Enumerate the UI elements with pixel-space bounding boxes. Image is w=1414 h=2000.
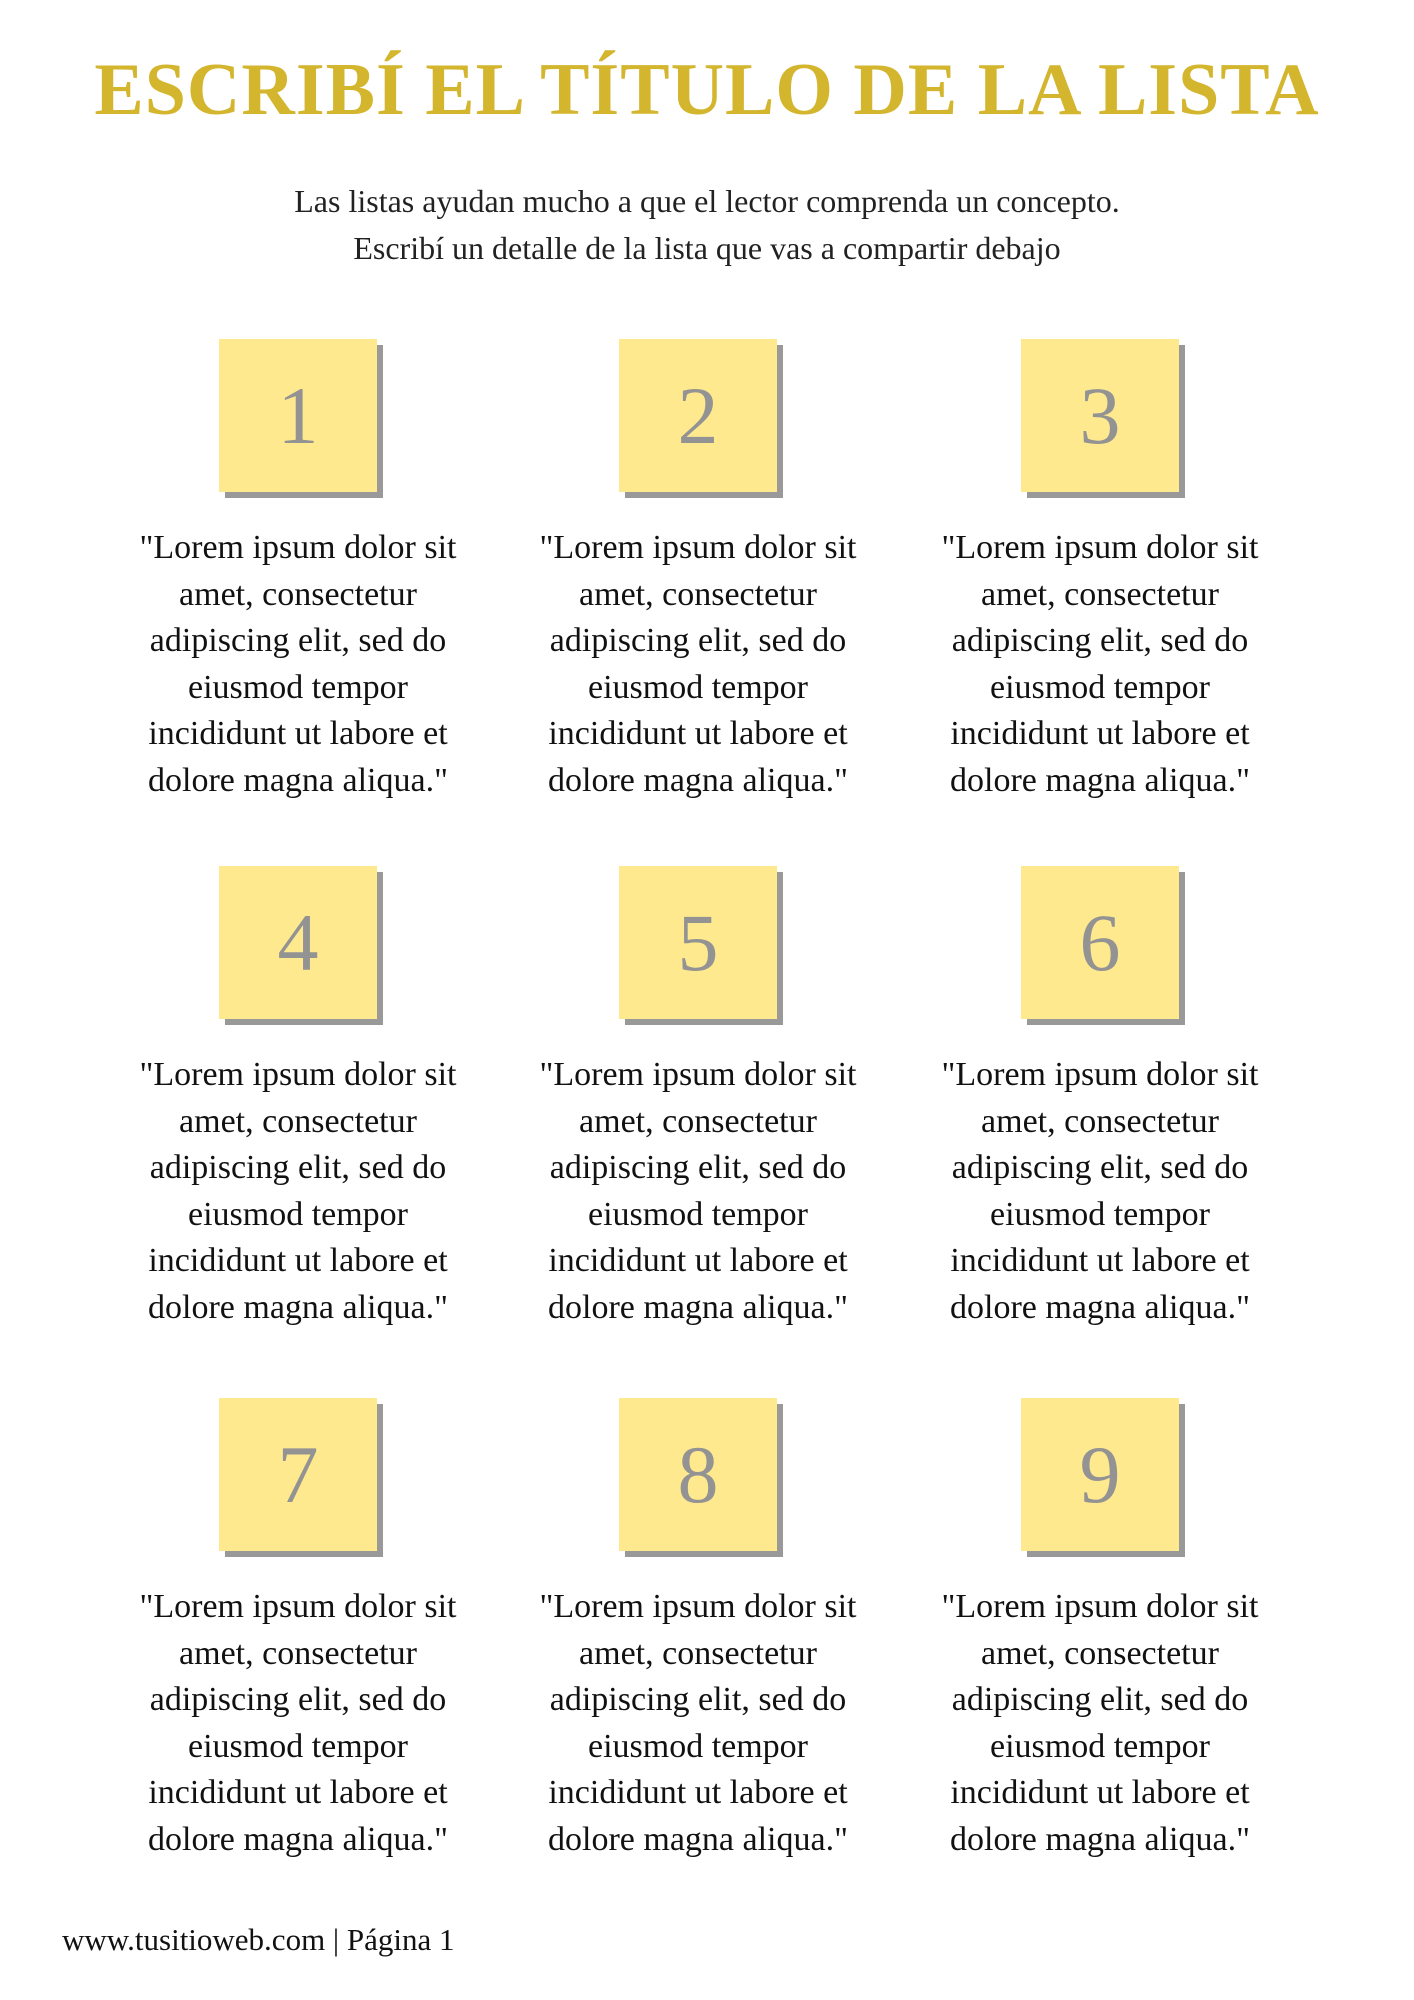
description-line: adipiscing elit, sed do: [549, 1149, 847, 1186]
description-line: "Lorem ipsum dolor sit: [941, 529, 1259, 566]
description-line: eiusmod tempor: [587, 1727, 809, 1765]
description-line: dolore magna aliqua.": [950, 761, 1250, 799]
description-line: "Lorem ipsum dolor sit: [139, 1056, 457, 1093]
description-line: dolore magna aliqua.": [148, 1820, 448, 1858]
description-line: adipiscing elit, sed do: [951, 1149, 1249, 1186]
description-line: incididunt ut labore et: [950, 1774, 1250, 1811]
description-line: "Lorem ipsum dolor sit: [539, 1588, 857, 1625]
footer-text: www.tusitioweb.com | Página 1: [62, 1922, 455, 1957]
item-description: [498, 525, 898, 804]
item-description: [98, 525, 498, 804]
description-line: dolore magna aliqua.": [148, 1288, 448, 1326]
number-box: [619, 339, 777, 492]
item-number: 7: [219, 1398, 377, 1551]
description-line: "Lorem ipsum dolor sit: [941, 1056, 1259, 1093]
description-line: incididunt ut labore et: [548, 715, 848, 752]
description-line: dolore magna aliqua.": [950, 1288, 1250, 1326]
description-line: eiusmod tempor: [187, 1195, 409, 1233]
description-line: incididunt ut labore et: [148, 1242, 448, 1279]
number-box: [1021, 1398, 1179, 1551]
description-line: adipiscing elit, sed do: [951, 622, 1249, 659]
number-box: [619, 1398, 777, 1551]
description-line: "Lorem ipsum dolor sit: [539, 529, 857, 566]
item-description: [900, 525, 1300, 804]
number-box: [219, 339, 377, 492]
description-line: amet, consectetur: [981, 1102, 1219, 1140]
description-line: incididunt ut labore et: [548, 1242, 848, 1279]
item-description: [98, 1584, 498, 1863]
item-description: [98, 1052, 498, 1331]
description-line: dolore magna aliqua.": [548, 761, 848, 799]
description-line: amet, consectetur: [981, 1634, 1219, 1672]
item-number: 4: [219, 866, 377, 1019]
description-line: eiusmod tempor: [989, 1195, 1211, 1233]
description-line: adipiscing elit, sed do: [549, 1681, 847, 1718]
description-line: adipiscing elit, sed do: [549, 622, 847, 659]
description-line: dolore magna aliqua.": [148, 761, 448, 799]
description-line: eiusmod tempor: [187, 668, 409, 706]
description-line: "Lorem ipsum dolor sit: [539, 1056, 857, 1093]
description-line: incididunt ut labore et: [950, 1242, 1250, 1279]
description-line: eiusmod tempor: [989, 668, 1211, 706]
item-description: [900, 1052, 1300, 1331]
description-line: adipiscing elit, sed do: [149, 1681, 447, 1718]
item-number: 9: [1021, 1398, 1179, 1551]
description-line: eiusmod tempor: [587, 1195, 809, 1233]
description-line: amet, consectetur: [579, 575, 817, 613]
description-line: amet, consectetur: [579, 1102, 817, 1140]
description-line: dolore magna aliqua.": [548, 1820, 848, 1858]
item-number: 6: [1021, 866, 1179, 1019]
number-box: [1021, 339, 1179, 492]
item-description: [498, 1052, 898, 1331]
item-number: 5: [619, 866, 777, 1019]
description-line: incididunt ut labore et: [148, 1774, 448, 1811]
description-line: amet, consectetur: [179, 1634, 417, 1672]
subtitle-line: Escribí un detalle de la lista que vas a compartir debajo: [353, 230, 1061, 266]
description-line: incididunt ut labore et: [148, 715, 448, 752]
item-description: [900, 1584, 1300, 1863]
item-number: 2: [619, 339, 777, 492]
description-line: adipiscing elit, sed do: [149, 1149, 447, 1186]
description-line: "Lorem ipsum dolor sit: [139, 529, 457, 566]
item-number: 1: [219, 339, 377, 492]
number-box: [619, 866, 777, 1019]
page-subtitle: [0, 178, 1414, 272]
subtitle-line: Las listas ayudan mucho a que el lector comprenda un concepto.: [294, 183, 1120, 219]
number-box: [219, 1398, 377, 1551]
description-line: amet, consectetur: [579, 1634, 817, 1672]
description-line: adipiscing elit, sed do: [951, 1681, 1249, 1718]
description-line: "Lorem ipsum dolor sit: [139, 1588, 457, 1625]
number-box: [1021, 866, 1179, 1019]
description-line: eiusmod tempor: [989, 1727, 1211, 1765]
description-line: incididunt ut labore et: [950, 715, 1250, 752]
description-line: adipiscing elit, sed do: [149, 622, 447, 659]
description-line: "Lorem ipsum dolor sit: [941, 1588, 1259, 1625]
description-line: amet, consectetur: [981, 575, 1219, 613]
page-title: ESCRIBÍ EL TÍTULO DE LA LISTA: [94, 49, 1320, 131]
description-line: amet, consectetur: [179, 1102, 417, 1140]
number-box: [219, 866, 377, 1019]
description-line: dolore magna aliqua.": [950, 1820, 1250, 1858]
description-line: amet, consectetur: [179, 575, 417, 613]
item-number: 8: [619, 1398, 777, 1551]
description-line: eiusmod tempor: [587, 668, 809, 706]
item-description: [498, 1584, 898, 1863]
item-number: 3: [1021, 339, 1179, 492]
description-line: eiusmod tempor: [187, 1727, 409, 1765]
description-line: incididunt ut labore et: [548, 1774, 848, 1811]
description-line: dolore magna aliqua.": [548, 1288, 848, 1326]
